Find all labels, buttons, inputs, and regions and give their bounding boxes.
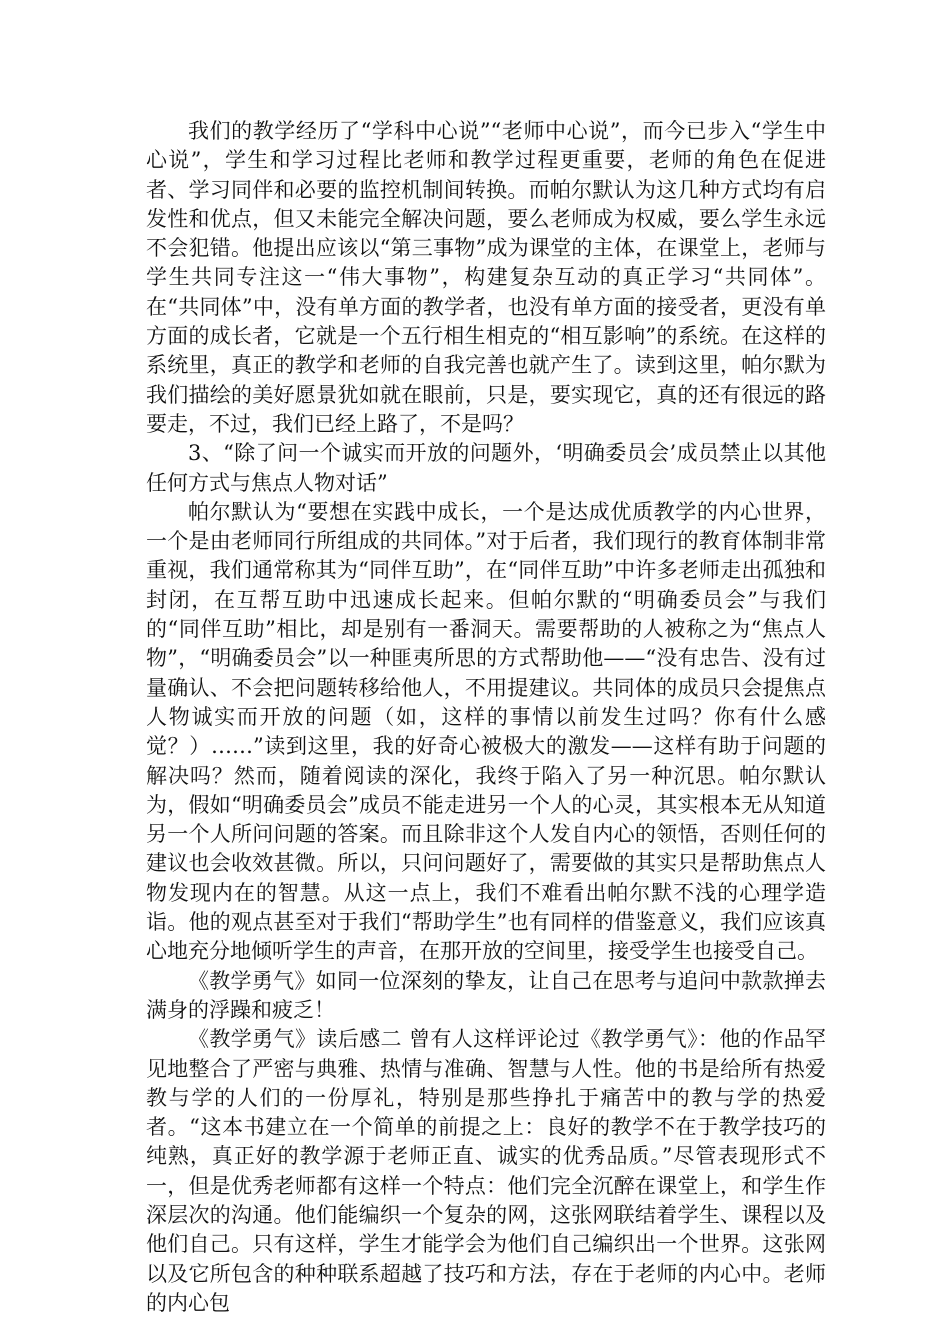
- paragraph-2-heading: 3、“除了问一个诚实而开放的问题外，‘明确委员会’成员禁止以其他任何方式与焦点人物对话”: [146, 441, 826, 495]
- document-body: [146, 117, 826, 1318]
- paragraph-5: 《教学勇气》读后感二 曾有人这样评论过《教学勇气》：他的作品罕见地整合了严密与典雅、热情与准确、智慧与人性。他的书是给所有热爱教与学的人们的一份厚礼，特别是那些挣扎于痛苦中的教与学的热爱者。“这本书建立在一个简单的前提之上：良好的教学不在于教学技巧的纯熟，真正好的教学源于老师正直、诚实的优秀品质。”尽管表现形式不一，但是优秀老师都有这样一个特点：他们完全沉醉在课堂上，和学生作深层次的沟通。他们能编织一个复杂的网，这张网联结着学生、课程以及他们自己。只有这样，学生才能学会为他们自己编织出一个世界。这张网以及它所包含的种种联系超越了技巧和方法，存在于老师的内心中。老师的内心包: [146, 1027, 826, 1315]
- paragraph-1: 我们的教学经历了“学科中心说”“老师中心说”，而今已步入“学生中心说”，学生和学习过程比老师和教学过程更重要，老师的角色在促进者、学习同伴和必要的监控机制间转换。而帕尔默认为这几种方式均有启发性和优点，但又未能完全解决问题，要么老师成为权威，要么学生永远不会犯错。他提出应该以“第三事物”成为课堂的主体，在课堂上，老师与学生共同专注这一“伟大事物”，构建复杂互动的真正学习“共同体”。在“共同体”中，没有单方面的教学者，也没有单方面的接受者，更没有单方面的成长者，它就是一个五行相生相克的“相互影响”的系统。在这样的系统里，真正的教学和老师的自我完善也就产生了。读到这里，帕尔默为我们描绘的美好愿景犹如就在眼前，只是，要实现它，真的还有很远的路要走，不过，我们已经上路了，不是吗？: [146, 119, 826, 436]
- paragraph-4: 《教学勇气》如同一位深刻的挚友，让自己在思考与追问中款款掸去满身的浮躁和疲乏！: [146, 968, 826, 1022]
- paragraph-3: 帕尔默认为“要想在实践中成长，一个是达成优质教学的内心世界，一个是由老师同行所组成的共同体。”对于后者，我们现行的教育体制非常重视，我们通常称其为“同伴互助”，在“同伴互助”中许多老师走出孤独和封闭，在互帮互助中迅速成长起来。但帕尔默的“明确委员会”与我们的“同伴互助”相比，却是别有一番洞天。需要帮助的人被称之为“焦点人物”，“明确委员会”以一种匪夷所思的方式帮助他——“没有忠告、没有过量确认、不会把问题转移给他人，不用提建议。共同体的成员只会提焦点人物诚实而开放的问题（如，这样的事情以前发生过吗？你有什么感觉？）……”读到这里，我的好奇心被极大的激发——这样有助于问题的解决吗？然而，随着阅读的深化，我终于陷入了另一种沉思。帕尔默认为，假如“明确委员会”成员不能走进另一个人的心灵，其实根本无从知道另一个人所问问题的答案。而且除非这个人发自内心的领悟，否则任何的建议也会收效甚微。所以，只问问题好了，需要做的其实只是帮助焦点人物发现内在的智慧。从这一点上，我们不难看出帕尔默不浅的心理学造诣。他的观点甚至对于我们“帮助学生”也有同样的借鉴意义，我们应该真心地充分地倾听学生的声音，在那开放的空间里，接受学生也接受自己。: [146, 499, 826, 964]
